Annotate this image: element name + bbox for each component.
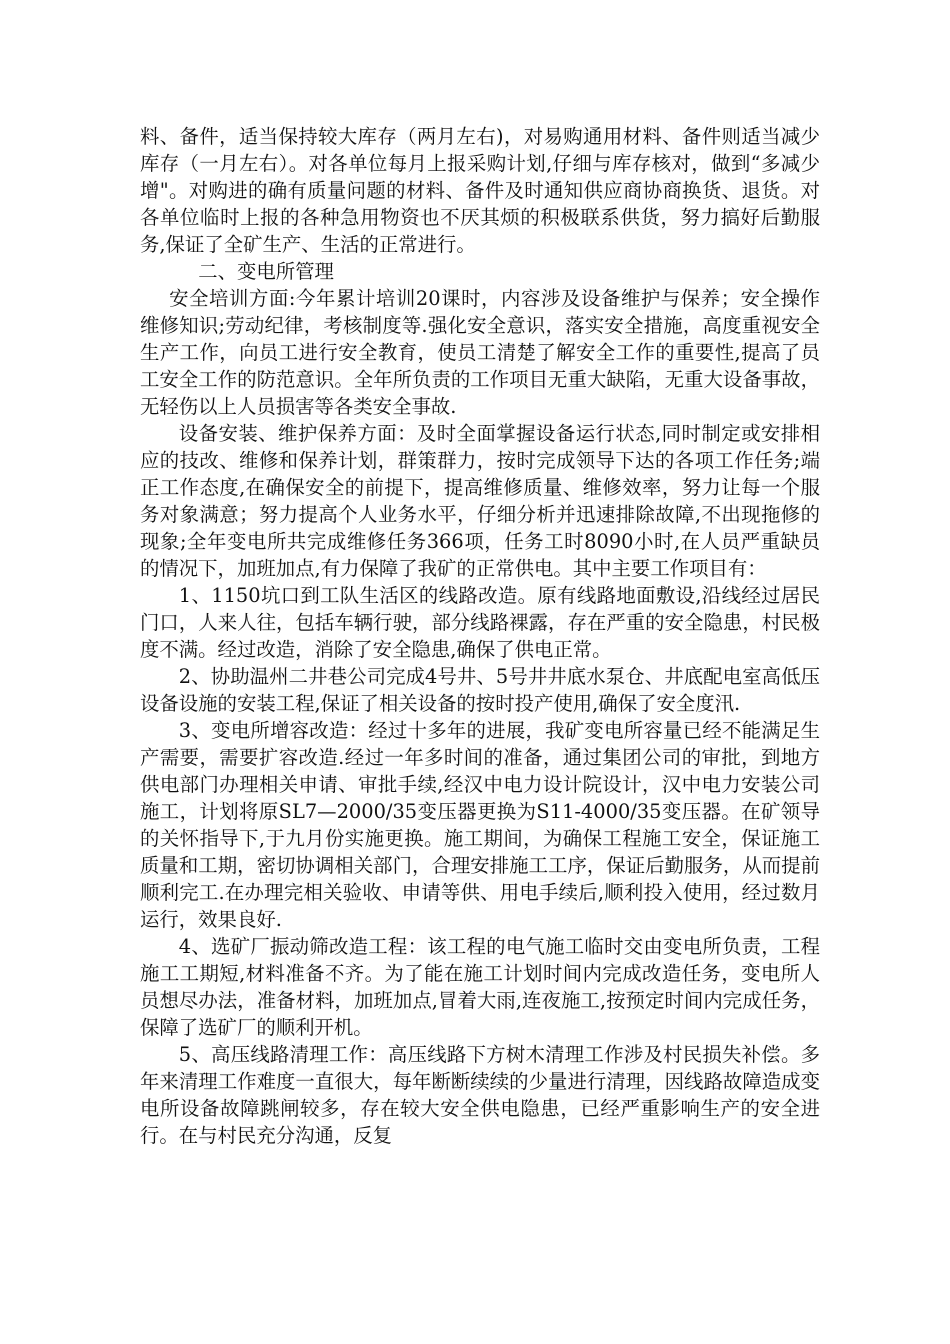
paragraph-equipment-maintenance: 设备安装、维护保养方面：及时全面掌握设备运行状态,同时制定或安排相应的技改、维修和保养计划，群策群力，按时完成领导下达的各项工作任务;端正工作态度,在确保安全的前提下，提高维修质量、维修效率，努力让每一个服务对象满意；努力提高个人业务水平，仔细分析并迅速排除故障,不出现拖修的现象;全年变电所共完成维修任务366项，任务工时8090小时,在人员严重缺员的情况下，加班加点,有力保障了我矿的正常供电。其中主要工作项目有：	[140, 422, 820, 580]
paragraph-continuation: 料、备件，适当保持较大库存（两月左右)，对易购通用材料、备件则适当减少库存（一月左右）。对各单位每月上报采购计划,仔细与库存核对，做到“多减少增"。对购进的确有质量问题的材料、备件及时通知供应商协商换货、退货。对各单位临时上报的各种急用物资也不厌其烦的积极联系供货，努力搞好后勤服务,保证了全矿生产、生活的正常进行。	[140, 125, 820, 256]
paragraph-item-5: 5、高压线路清理工作：高压线路下方树木清理工作涉及村民损失补偿。多年来清理工作难度一直很大，每年断断续续的少量进行清理，因线路故障造成变电所设备故障跳闸较多，存在较大安全供电隐患，已经严重影响生产的安全进行。在与村民充分沟通，反复	[140, 1043, 820, 1147]
paragraph-item-1: 1、1150坑口到工队生活区的线路改造。原有线路地面敷设,沿线经过居民门口，人来人往，包括车辆行驶，部分线路裸露，存在严重的安全隐患，村民极度不满。经过改造，消除了安全隐患,确保了供电正常。	[140, 584, 820, 661]
document-body	[140, 123, 820, 1149]
section-heading-substation: 二、变电所管理	[198, 260, 334, 283]
paragraph-item-3: 3、变电所增容改造：经过十多年的进展，我矿变电所容量已经不能满足生产需要，需要扩容改造.经过一年多时间的准备，通过集团公司的审批，到地方供电部门办理相关申请、审批手续,经汉中电力设计院设计，汉中电力安装公司施工，计划将原SL7—2000/35变压器更换为S11-4000/35变压器。在矿领导的关怀指导下,于九月份实施更换。施工期间，为确保工程施工安全，保证施工质量和工期，密切协调相关部门，合理安排施工工序，保证后勤服务，从而提前顺利完工.在办理完相关验收、申请等供、用电手续后,顺利投入使用，经过数月运行，效果良好.	[140, 719, 820, 931]
paragraph-safety-training: 安全培训方面:今年累计培训20课时，内容涉及设备维护与保养；安全操作维修知识;劳动纪律，考核制度等.强化安全意识，落实安全措施，高度重视安全生产工作，向员工进行安全教育，使员工清楚了解安全工作的重要性,提高了员工安全工作的防范意识。全年所负责的工作项目无重大缺陷，无重大设备事故，无轻伤以上人员损害等各类安全事故.	[140, 287, 820, 418]
paragraph-item-4: 4、选矿厂振动筛改造工程：该工程的电气施工临时交由变电所负责，工程施工工期短,材料准备不齐。为了能在施工计划时间内完成改造任务，变电所人员想尽办法，准备材料，加班加点,冒着大雨,连夜施工,按预定时间内完成任务，保障了选矿厂的顺利开机。	[140, 935, 820, 1039]
paragraph-item-2: 2、协助温州二井巷公司完成4号井、5号井井底水泵仓、井底配电室高低压设备设施的安装工程,保证了相关设备的按时投产使用,确保了安全度汛.	[140, 665, 820, 715]
